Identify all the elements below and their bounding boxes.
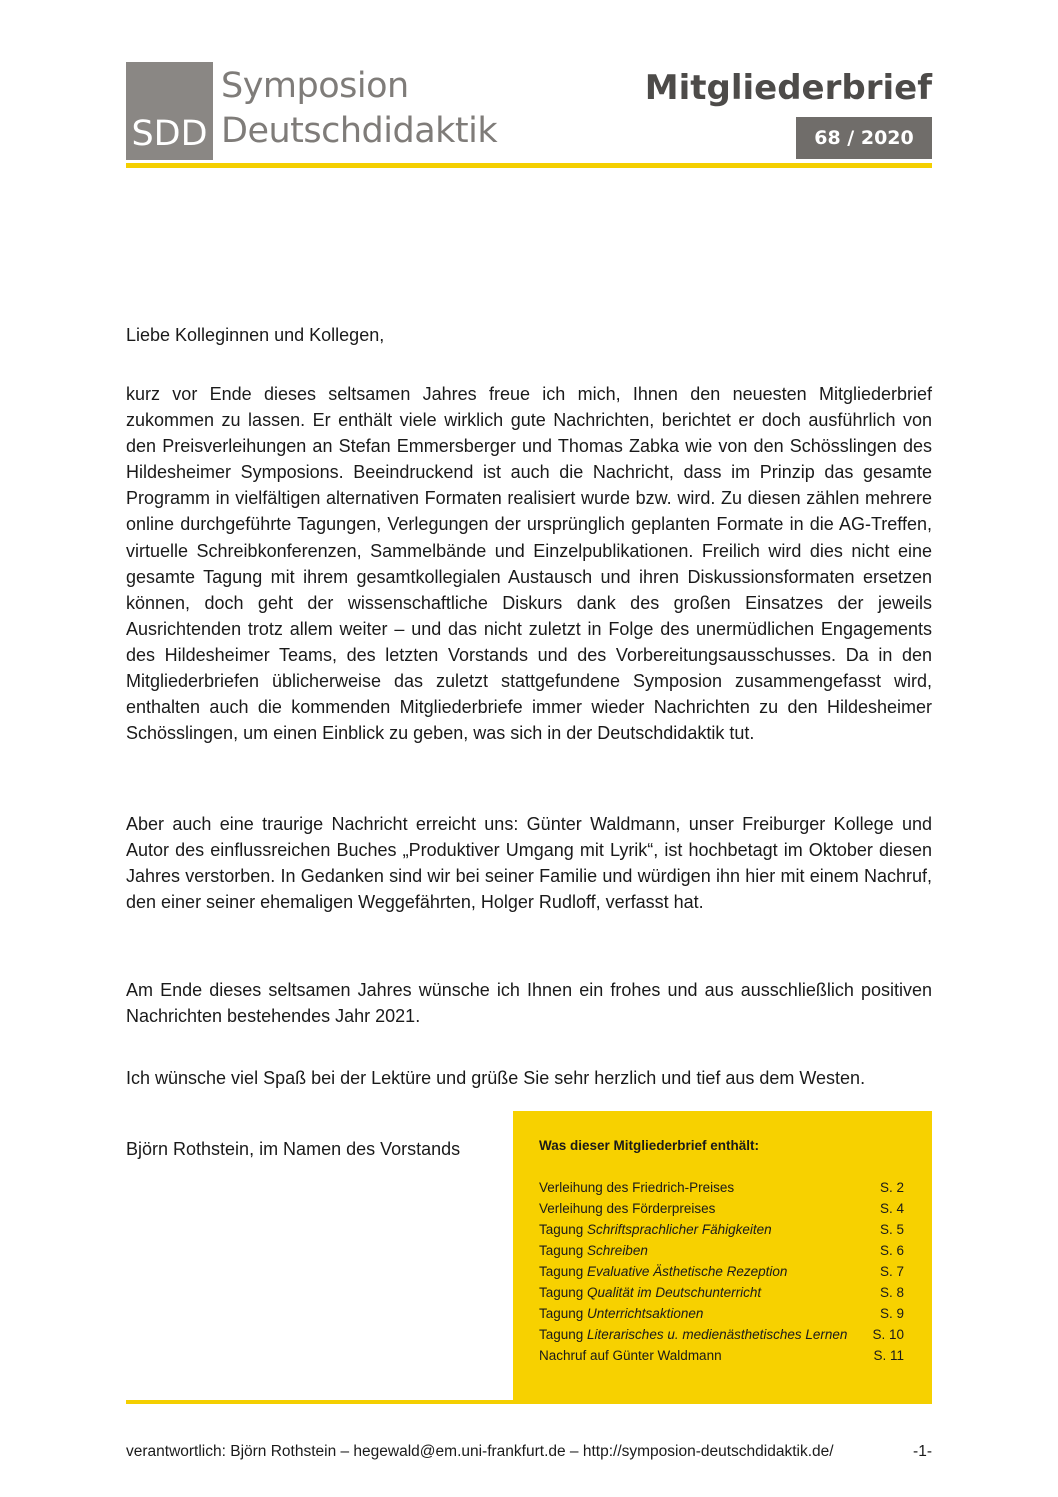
toc-item xyxy=(539,1177,904,1198)
toc-item-page: S. 7 xyxy=(879,1264,904,1279)
toc-item-page: S. 4 xyxy=(879,1201,904,1216)
toc-item-page: S. 6 xyxy=(879,1243,904,1258)
toc-item xyxy=(539,1240,904,1261)
toc-item-label: Tagung Schreiben xyxy=(539,1243,648,1258)
logo-mark xyxy=(126,62,213,160)
letter-paragraph-3: Am Ende dieses seltsamen Jahres wünsche ich Ihnen ein frohes und aus ausschließlich positiven Nachrichten bestehendes Jahr 2021. xyxy=(126,980,932,1027)
toc-item-page: S. 5 xyxy=(879,1222,904,1237)
toc-item-label: Nachruf auf Günter Waldmann xyxy=(539,1348,722,1363)
toc-item-label: Tagung Qualität im Deutschunterricht xyxy=(539,1285,762,1300)
table-of-contents-box xyxy=(513,1111,932,1401)
toc-item-label: Verleihung des Friedrich-Preises xyxy=(539,1180,735,1195)
letter-paragraph-2: Aber auch eine traurige Nachricht erreicht uns: Günter Waldmann, unser Freiburger Kollege und Autor des einflussreichen Buches „Produktiver Umgang mit Lyrik“, ist hochbetagt im Oktober diesen Jahres verstorben. In Gedanken sind wir bei seiner Familie und würdigen ihn hier mit einem Nachruf, den einer seiner ehemaligen Weggefährten, Holger Rudloff, verfasst hat. xyxy=(126,814,932,913)
signature: Björn Rothstein, im Namen des Vorstands xyxy=(126,1139,461,1159)
logo-text-line-1: Symposion xyxy=(221,66,409,106)
toc-item-label: Tagung Unterrichtsaktionen xyxy=(539,1306,704,1321)
toc-item-label: Verleihung des Förderpreises xyxy=(539,1201,716,1216)
toc-item xyxy=(539,1303,904,1324)
toc-item xyxy=(539,1219,904,1240)
header-divider xyxy=(126,163,932,168)
letter-paragraph-1: kurz vor Ende dieses seltsamen Jahres freue ich mich, Ihnen den neuesten Mitgliederbrief zukommen zu lassen. Er enthält viele wirklich gute Nachrichten, berichtet er doch ausführlich von den Preisverleihungen an Stefan Emmersberger und Thomas Zabka wie von den Schösslingen des Hildesheimer Symposions. Beeindruckend ist auch die Nachricht, dass im Prinzip das gesamte Programm in vielfältigen alternativen Formaten realisiert wurde bzw. wird. Zu diesen zählen mehrere online durchgeführte Tagungen, Verlegungen der ursprünglich geplanten Formate in die AG-Treffen, virtuelle Schreibkonferenzen, Sammelbände und Einzelpublikationen. Freilich wird dies nicht eine gesamte Tagung mit ihrem gesamtkollegialen Austausch und ihren Diskussionsformaten ersetzen können, doch geht der wissenschaftliche Diskurs dank des großen Einsatzes der jeweils Ausrichtenden trotz allem weiter – und das nicht zuletzt in Folge des unermüdlichen Engagements des Hildesheimer Teams, des letzten Vorstands und des Vorbereitungsausschusses. Da in den Mitgliederbriefen üblicherweise das zuletzt stattgefundene Symposion zusammengefasst wird, enthalten auch die kommenden Mitgliederbriefe immer wieder Nachrichten zu den Hildesheimer Schösslingen, um einen Einblick zu geben, was sich in der Deutschdidaktik tut. xyxy=(126,384,932,744)
toc-list xyxy=(539,1177,904,1366)
toc-item-page: S. 10 xyxy=(872,1327,904,1342)
toc-item-page: S. 2 xyxy=(879,1180,904,1195)
footer-contact: verantwortlich: Björn Rothstein – hegewald@em.uni-frankfurt.de – http://symposion-deutschdidaktik.de/ xyxy=(126,1443,834,1460)
toc-item xyxy=(539,1261,904,1282)
toc-item-label: Tagung Schriftsprachlicher Fähigkeiten xyxy=(539,1222,772,1237)
toc-item-page: S. 8 xyxy=(879,1285,904,1300)
toc-item xyxy=(539,1324,904,1345)
toc-item-page: S. 9 xyxy=(879,1306,904,1321)
toc-item-label: Tagung Evaluative Ästhetische Rezeption xyxy=(539,1264,788,1279)
logo-text-line-2: Deutschdidaktik xyxy=(221,111,498,151)
footer xyxy=(126,1443,932,1461)
toc-item xyxy=(539,1345,904,1366)
toc-item xyxy=(539,1198,904,1219)
page-number: -1- xyxy=(913,1443,932,1460)
footer-divider xyxy=(126,1400,932,1404)
issue-badge: 68 / 2020 xyxy=(796,117,932,159)
toc-item-page: S. 11 xyxy=(873,1348,904,1363)
toc-item-label: Tagung Literarisches u. medienästhetisches Lernen xyxy=(539,1327,848,1342)
toc-heading: Was dieser Mitgliederbrief enthält: xyxy=(539,1138,760,1153)
toc-item xyxy=(539,1282,904,1303)
letter-paragraph-4: Ich wünsche viel Spaß bei der Lektüre und grüße Sie sehr herzlich und tief aus dem Westen. xyxy=(126,1068,866,1088)
salutation: Liebe Kolleginnen und Kollegen, xyxy=(126,325,385,345)
newsletter-title: Mitgliederbrief xyxy=(644,68,932,108)
logo-abbreviation: SDD xyxy=(131,114,208,154)
